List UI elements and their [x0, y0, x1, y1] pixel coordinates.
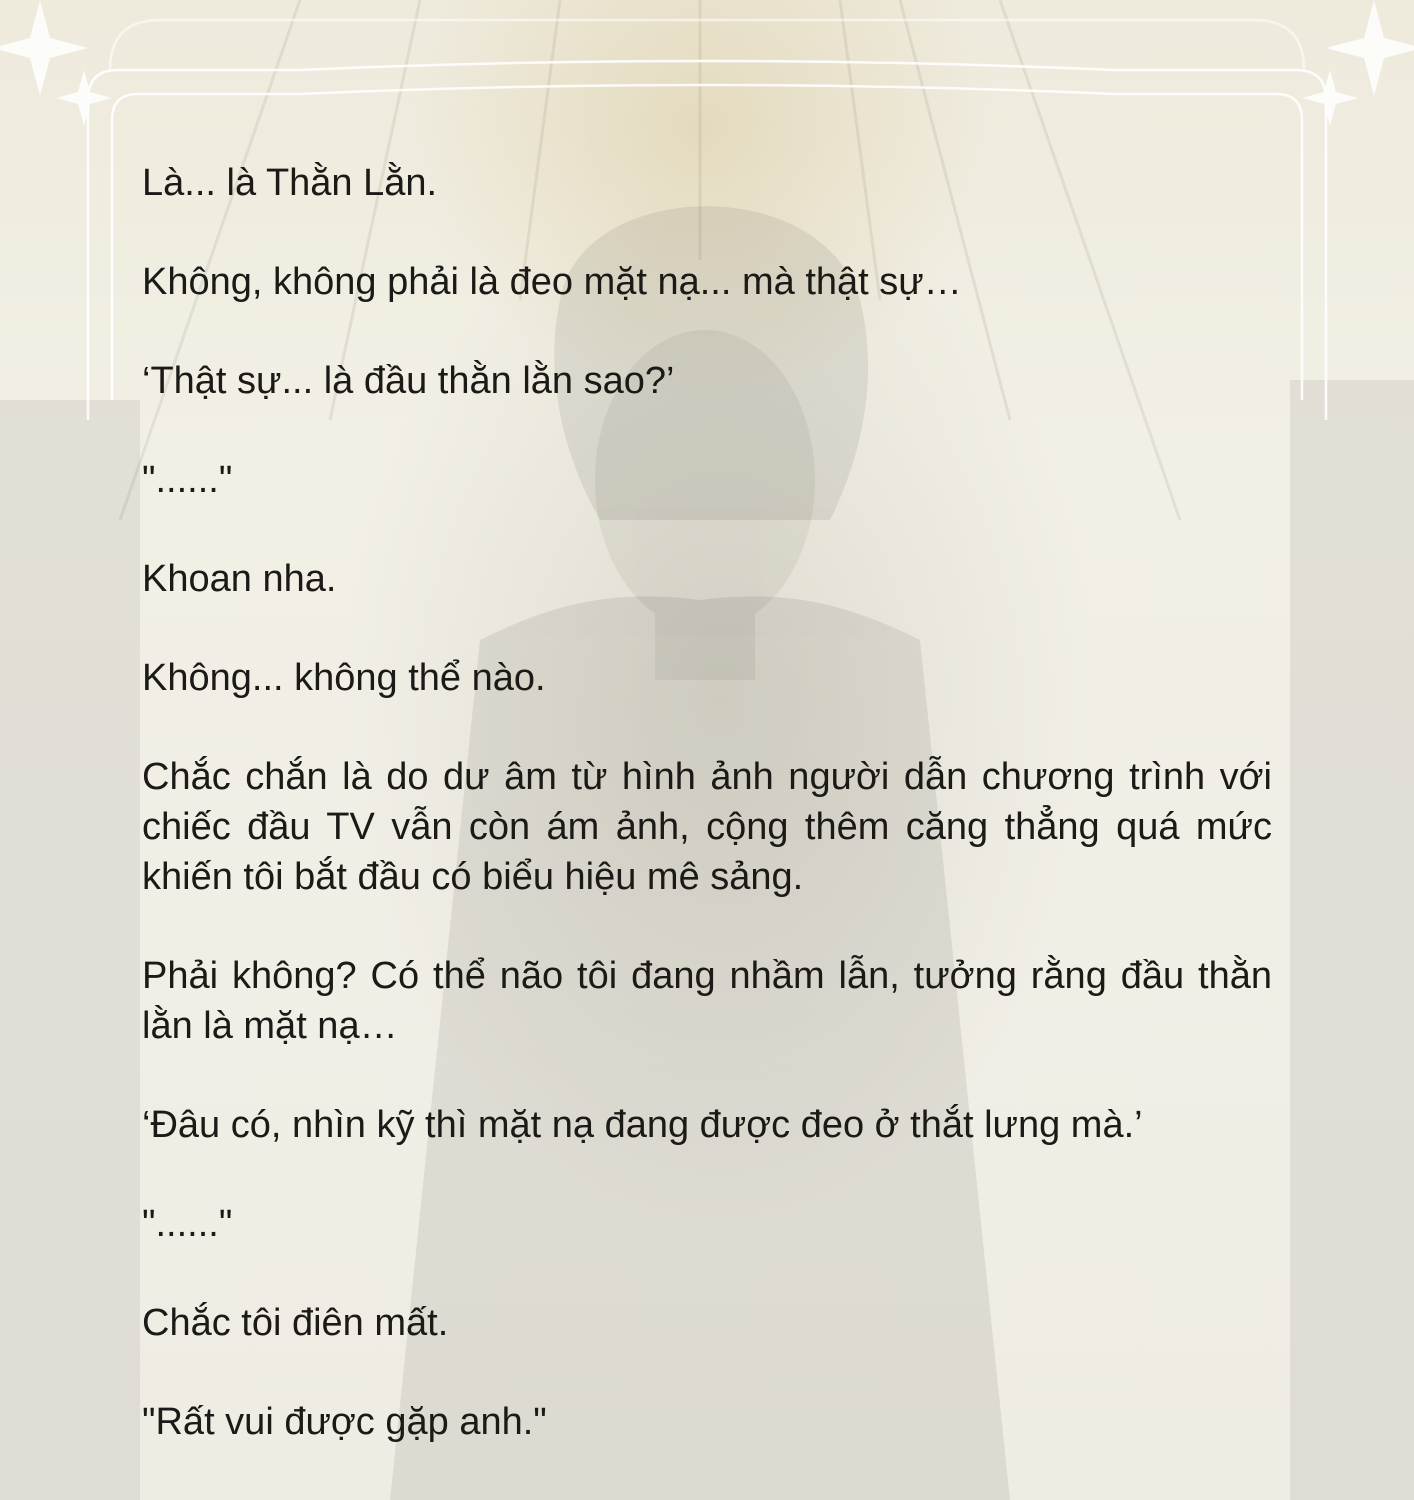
paragraph: "Rất vui được gặp anh."	[142, 1401, 547, 1443]
paragraph: Là... là Thằn Lằn.	[142, 162, 438, 204]
paragraph: Chắc tôi điên mất.	[142, 1302, 449, 1344]
paragraph: Không, không phải là đeo mặt nạ... mà thật sự…	[142, 261, 962, 303]
paragraph: Chắc chắn là do dư âm từ hình ảnh người dẫn chương trình với chiếc đầu TV vẫn còn ám ảnh, cộng thêm căng thẳng quá mức khiến tôi bắt đầu có biểu hiệu mê sảng.	[142, 756, 1272, 898]
paragraph: "......"	[142, 459, 233, 501]
paragraph: "......"	[142, 1203, 233, 1245]
paragraph: ‘Đâu có, nhìn kỹ thì mặt nạ đang được đeo ở thắt lưng mà.’	[142, 1104, 1143, 1146]
story-text	[142, 158, 1272, 1447]
paragraph: Khoan nha.	[142, 558, 337, 600]
paragraph: ‘Thật sự... là đầu thằn lằn sao?’	[142, 360, 675, 402]
paragraph: Phải không? Có thể não tôi đang nhầm lẫn, tưởng rằng đầu thằn lằn là mặt nạ…	[142, 955, 1272, 1047]
paragraph: Không... không thể nào.	[142, 657, 546, 699]
